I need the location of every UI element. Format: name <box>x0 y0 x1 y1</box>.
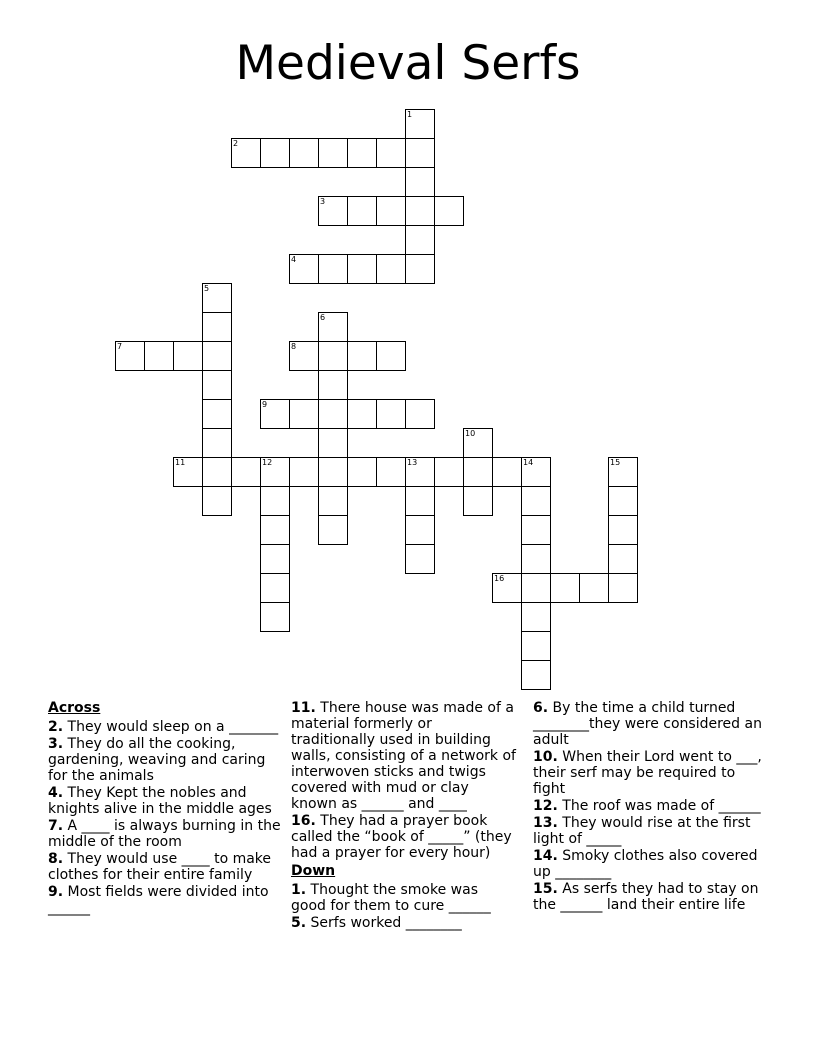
crossword-cell[interactable] <box>260 486 290 516</box>
crossword-cell[interactable] <box>376 254 406 284</box>
clue-text: Smoky clothes also covered up ________ <box>533 848 758 880</box>
clue-item <box>533 815 768 847</box>
crossword-cell[interactable] <box>318 457 348 487</box>
clue-number: 1. <box>291 882 307 898</box>
clue-number: 12. <box>533 798 558 814</box>
clues-column-1 <box>48 700 283 917</box>
clue-number: 10. <box>533 749 558 765</box>
crossword-cell[interactable] <box>318 196 348 226</box>
crossword-cell[interactable] <box>376 138 406 168</box>
crossword-cell[interactable] <box>202 370 232 400</box>
clue-item <box>291 813 516 861</box>
crossword-cell[interactable] <box>289 341 319 371</box>
crossword-cell[interactable] <box>405 196 435 226</box>
crossword-cell[interactable] <box>347 196 377 226</box>
crossword-cell[interactable] <box>260 138 290 168</box>
clue-item <box>48 736 283 784</box>
crossword-cell[interactable] <box>521 515 551 545</box>
crossword-cell[interactable] <box>318 428 348 458</box>
crossword-cell[interactable] <box>405 544 435 574</box>
crossword-cell[interactable] <box>492 457 522 487</box>
clue-number: 3. <box>48 736 64 752</box>
crossword-cell[interactable] <box>376 457 406 487</box>
crossword-cell[interactable] <box>260 544 290 574</box>
clue-text: Serfs worked ________ <box>306 915 462 931</box>
clue-number: 7. <box>48 818 64 834</box>
crossword-cell[interactable] <box>579 573 609 603</box>
clue-number: 10 <box>465 429 476 438</box>
clue-number: 1 <box>407 110 413 119</box>
crossword-cell[interactable] <box>347 399 377 429</box>
clue-number: 9 <box>262 400 268 409</box>
crossword-cell[interactable] <box>202 341 232 371</box>
crossword-cell[interactable] <box>115 341 145 371</box>
crossword-cell[interactable] <box>347 457 377 487</box>
clue-number: 11 <box>175 458 186 467</box>
clue-text: As serfs they had to stay on the ______ land their entire life <box>533 881 759 913</box>
clue-number: 5 <box>204 284 210 293</box>
crossword-cell[interactable] <box>318 399 348 429</box>
crossword-cell[interactable] <box>318 341 348 371</box>
clue-number: 9. <box>48 884 64 900</box>
clue-item <box>48 719 283 735</box>
page-title: Medieval Serfs <box>235 36 581 91</box>
clue-number: 15 <box>610 458 621 467</box>
crossword-cell[interactable] <box>260 602 290 632</box>
across-clue-list-2 <box>291 700 516 861</box>
clue-number: 6. <box>533 700 549 716</box>
clue-number: 7 <box>117 342 123 351</box>
down-clue-list-2 <box>533 700 768 913</box>
clue-text: By the time a child turned ________they were considered an adult <box>533 700 762 748</box>
crossword-cell[interactable] <box>405 254 435 284</box>
crossword-cell[interactable] <box>173 341 203 371</box>
crossword-cell[interactable] <box>376 341 406 371</box>
crossword-cell[interactable] <box>318 486 348 516</box>
crossword-cell[interactable] <box>376 399 406 429</box>
crossword-cell[interactable] <box>347 254 377 284</box>
clues-column-2 <box>291 700 516 932</box>
crossword-cell[interactable] <box>405 109 435 139</box>
crossword-cell[interactable] <box>434 196 464 226</box>
clue-item <box>533 848 768 880</box>
clue-item <box>533 881 768 913</box>
crossword-cell[interactable] <box>405 515 435 545</box>
clue-item <box>48 785 283 817</box>
clue-item <box>533 749 768 797</box>
crossword-cell[interactable] <box>463 428 493 458</box>
crossword-cell[interactable] <box>202 457 232 487</box>
clue-number: 6 <box>320 313 326 322</box>
crossword-cell[interactable] <box>405 486 435 516</box>
down-clue-list-1 <box>291 882 516 931</box>
crossword-cell[interactable] <box>260 515 290 545</box>
crossword-cell[interactable] <box>173 457 203 487</box>
crossword-cell[interactable] <box>405 457 435 487</box>
clue-text: Most fields were divided into ______ <box>48 884 269 916</box>
crossword-cell[interactable] <box>202 399 232 429</box>
clue-number: 13. <box>533 815 558 831</box>
crossword-cell[interactable] <box>521 457 551 487</box>
crossword-cell[interactable] <box>347 138 377 168</box>
clue-text: They had a prayer book called the “book of _____” (they had a prayer for every hour) <box>291 813 512 861</box>
crossword-cell[interactable] <box>521 573 551 603</box>
crossword-cell[interactable] <box>318 254 348 284</box>
crossword-cell[interactable] <box>521 602 551 632</box>
crossword-cell[interactable] <box>318 312 348 342</box>
clue-number: 11. <box>291 700 316 716</box>
crossword-cell[interactable] <box>260 573 290 603</box>
crossword-cell[interactable] <box>521 660 551 690</box>
clue-item <box>291 882 516 914</box>
clue-text: The roof was made of ______ <box>557 798 761 814</box>
crossword-cell[interactable] <box>289 138 319 168</box>
crossword-cell[interactable] <box>521 544 551 574</box>
crossword-cell[interactable] <box>289 399 319 429</box>
clue-text: When their Lord went to ___, their serf may be required to fight <box>533 749 762 797</box>
clue-item <box>533 700 768 748</box>
clue-number: 4 <box>291 255 297 264</box>
clue-text: Thought the smoke was good for them to cure ______ <box>291 882 491 914</box>
clue-text: They Kept the nobles and knights alive in the middle ages <box>48 785 272 817</box>
crossword-cell[interactable] <box>347 341 377 371</box>
clue-text: They would rise at the first light of _____ <box>533 815 751 847</box>
clue-number: 16. <box>291 813 316 829</box>
clue-text: A ____ is always burning in the middle of the room <box>48 818 281 850</box>
crossword-cell[interactable] <box>202 486 232 516</box>
crossword-cell[interactable] <box>231 457 261 487</box>
crossword-cell[interactable] <box>289 254 319 284</box>
down-heading: Down <box>291 863 336 879</box>
clue-number: 4. <box>48 785 64 801</box>
clue-text: They do all the cooking, gardening, weaving and caring for the animals <box>48 736 266 784</box>
crossword-cell[interactable] <box>405 399 435 429</box>
across-heading: Across <box>48 700 101 716</box>
clue-number: 12 <box>262 458 273 467</box>
crossword-cell[interactable] <box>463 486 493 516</box>
crossword-cell[interactable] <box>608 457 638 487</box>
crossword-cell[interactable] <box>521 631 551 661</box>
clue-number: 15. <box>533 881 558 897</box>
clue-number: 8. <box>48 851 64 867</box>
clue-number: 2 <box>233 139 239 148</box>
crossword-cell[interactable] <box>318 138 348 168</box>
crossword-cell[interactable] <box>289 457 319 487</box>
clue-number: 3 <box>320 197 326 206</box>
clue-text: They would use ____ to make clothes for their entire family <box>48 851 272 883</box>
crossword-cell[interactable] <box>405 225 435 255</box>
crossword-cell[interactable] <box>260 399 290 429</box>
clue-item <box>48 851 283 883</box>
crossword-cell[interactable] <box>144 341 174 371</box>
crossword-cell[interactable] <box>318 370 348 400</box>
crossword-cell[interactable] <box>434 457 464 487</box>
crossword-cell[interactable] <box>202 283 232 313</box>
clue-number: 14. <box>533 848 558 864</box>
crossword-cell[interactable] <box>463 457 493 487</box>
crossword-cell[interactable] <box>405 138 435 168</box>
clue-number: 16 <box>494 574 505 583</box>
crossword-cell[interactable] <box>260 457 290 487</box>
crossword-cell[interactable] <box>608 544 638 574</box>
clue-text: There house was made of a material formerly or traditionally used in building walls, consisting of a network of interwoven sticks and twigs covered with mud or clay known as ______ and ____ <box>291 700 516 812</box>
clue-number: 13 <box>407 458 418 467</box>
clue-number: 2. <box>48 719 64 735</box>
clue-item <box>533 798 768 814</box>
crossword-cell[interactable] <box>608 486 638 516</box>
crossword-cell[interactable] <box>202 428 232 458</box>
crossword-cell[interactable] <box>492 573 522 603</box>
clue-number: 14 <box>523 458 534 467</box>
crossword-cell[interactable] <box>376 196 406 226</box>
clue-number: 8 <box>291 342 297 351</box>
crossword-cell[interactable] <box>608 573 638 603</box>
crossword-cell[interactable] <box>405 167 435 197</box>
across-clue-list-1 <box>48 719 283 916</box>
crossword-cell[interactable] <box>608 515 638 545</box>
clue-number: 5. <box>291 915 307 931</box>
crossword-cell[interactable] <box>521 486 551 516</box>
clue-item <box>48 884 283 916</box>
clue-item <box>291 915 516 931</box>
crossword-cell[interactable] <box>231 138 261 168</box>
clue-item <box>291 700 516 812</box>
clue-item <box>48 818 283 850</box>
clue-text: They would sleep on a _______ <box>63 719 279 735</box>
crossword-cell[interactable] <box>202 312 232 342</box>
clues-column-3 <box>533 700 768 914</box>
crossword-cell[interactable] <box>550 573 580 603</box>
crossword-cell[interactable] <box>318 515 348 545</box>
